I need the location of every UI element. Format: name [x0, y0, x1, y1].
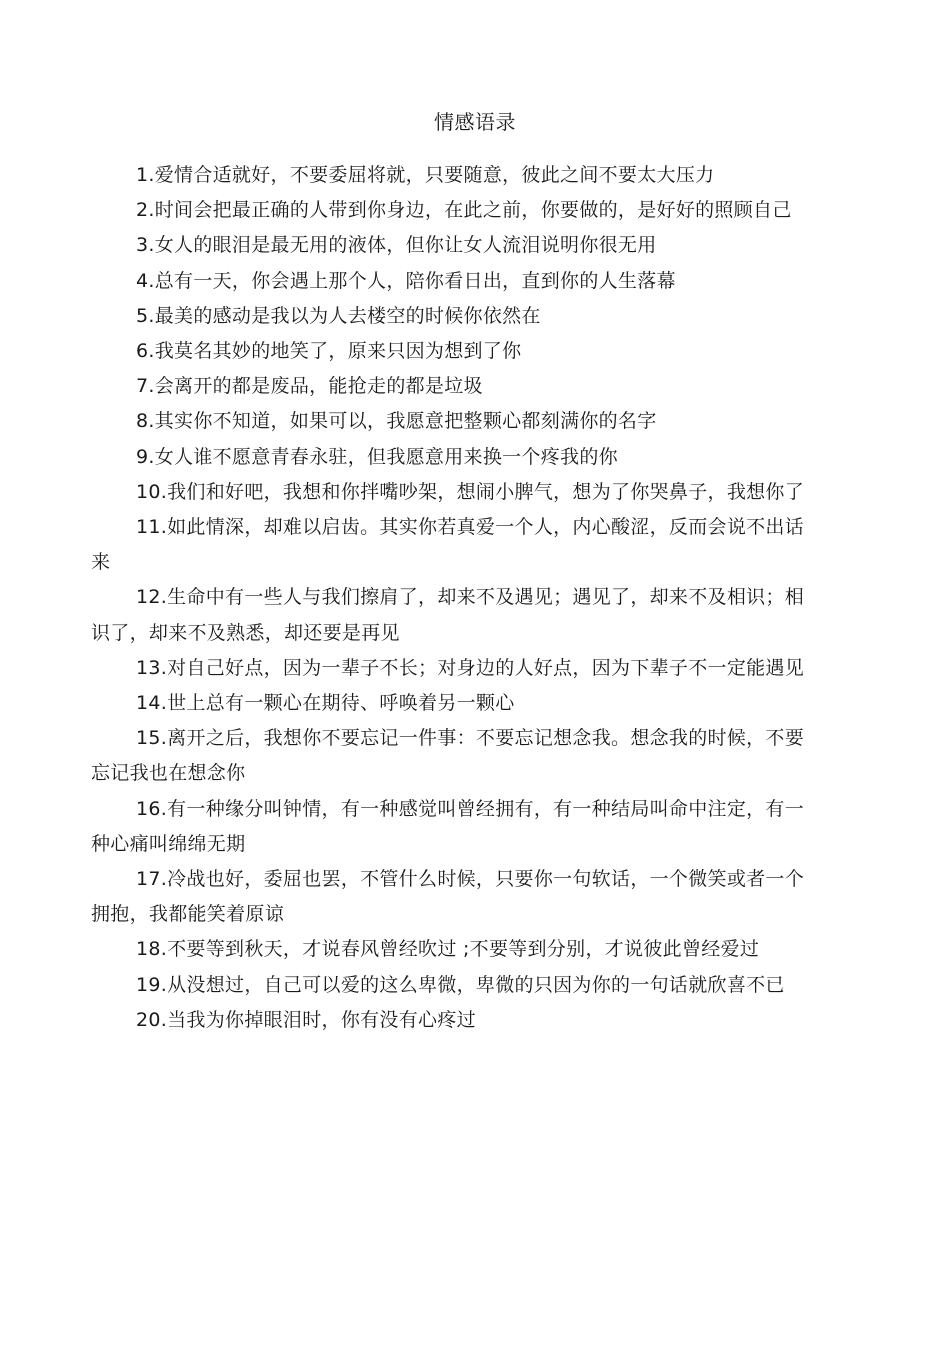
- document-title: 情感语录: [434, 110, 516, 134]
- quote-item: 18.不要等到秋天，才说春风曾经吹过 ;不要等到分别，才说彼此曾经爱过: [136, 938, 760, 961]
- quote-item: 17.冷战也好，委屈也罢，不管什么时候，只要你一句软话，一个微笑或者一个拥抱，我都能笑着原谅: [91, 868, 805, 926]
- quote-item: 15.离开之后，我想你不要忘记一件事：不要忘记想念我。想念我的时候，不要忘记我也在想念你: [91, 727, 805, 785]
- quote-item: 10.我们和好吧，我想和你拌嘴吵架，想闹小脾气，想为了你哭鼻子，我想你了: [136, 480, 805, 503]
- quote-item: 7.会离开的都是废品，能抢走的都是垃圾: [136, 375, 483, 398]
- quote-list: [91, 158, 821, 1038]
- quote-item: 16.有一种缘分叫钟情，有一种感觉叫曾经拥有，有一种结局叫命中注定，有一种心痛叫绵绵无期: [91, 797, 805, 855]
- quote-item: 3.女人的眼泪是最无用的液体，但你让女人流泪说明你很无用: [136, 234, 657, 257]
- quote-item: 20.当我为你掉眼泪时，你有没有心疼过: [136, 1008, 476, 1031]
- quote-item: 9.女人谁不愿意青春永驻，但我愿意用来换一个疼我的你: [136, 445, 618, 468]
- quote-item: 5.最美的感动是我以为人去楼空的时候你依然在: [136, 304, 541, 327]
- quote-item: 8.其实你不知道，如果可以，我愿意把整颗心都刻满你的名字: [136, 410, 657, 433]
- quote-item: 4.总有一天，你会遇上那个人，陪你看日出，直到你的人生落幕: [136, 269, 676, 292]
- quote-item: 1.爱情合适就好，不要委屈将就，只要随意，彼此之间不要太大压力: [136, 164, 715, 186]
- quote-item: 2.时间会把最正确的人带到你身边，在此之前，你要做的，是好好的照顾自己: [136, 199, 792, 222]
- quote-item: 19.从没想过，自己可以爱的这么卑微，卑微的只因为你的一句话就欣喜不已: [136, 973, 785, 996]
- quote-item: 13.对自己好点，因为一辈子不长；对身边的人好点，因为下辈子不一定能遇见: [136, 656, 805, 679]
- quote-item: 14.世上总有一颗心在期待、呼唤着另一颗心: [136, 692, 515, 715]
- quote-item: 6.我莫名其妙的地笑了，原来只因为想到了你: [136, 340, 522, 363]
- quote-item: 12.生命中有一些人与我们擦肩了，却来不及遇见；遇见了，却来不及相识；相识了，却来不及熟悉，却还要是再见: [91, 586, 805, 644]
- quote-item: 11.如此情深，却难以启齿。其实你若真爱一个人，内心酸涩，反而会说不出话来: [91, 516, 805, 574]
